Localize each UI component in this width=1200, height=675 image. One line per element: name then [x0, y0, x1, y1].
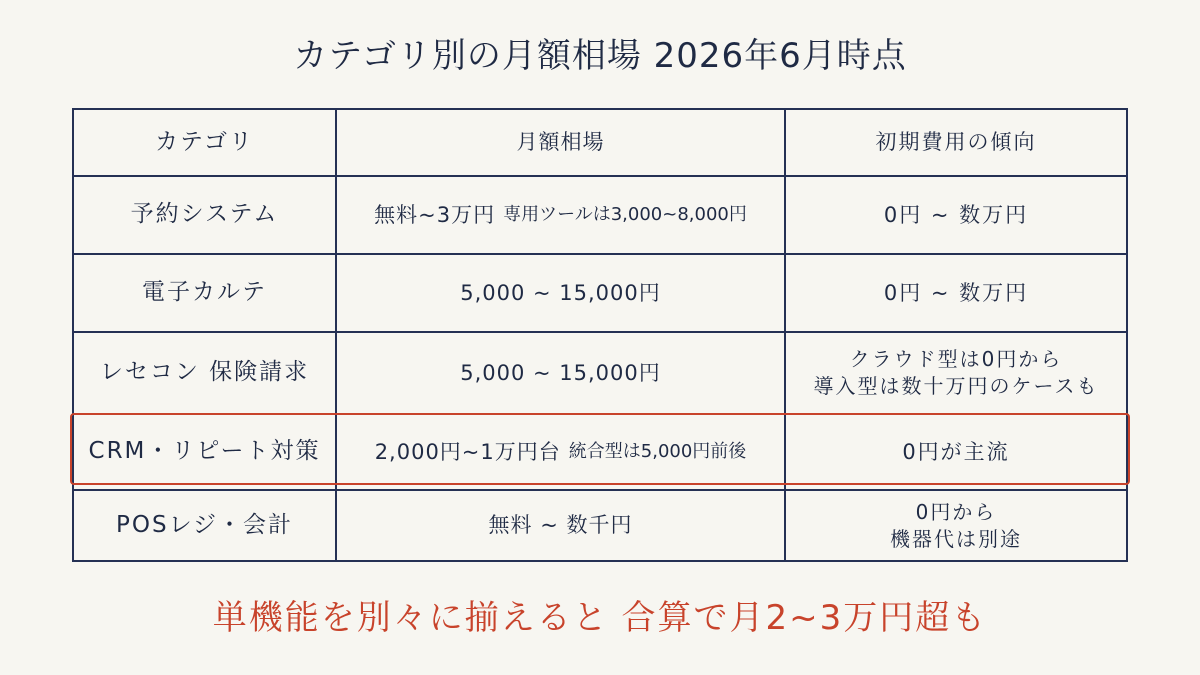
row-initial: 0円 ~ 数万円: [883, 280, 1029, 305]
table-row: [74, 491, 1126, 560]
table-header-row: [74, 110, 1126, 177]
row-monthly: 5,000 ~ 15,000円: [337, 333, 786, 413]
row-category: レセコン 保険請求: [74, 333, 337, 413]
row-category: 電子カルテ: [74, 255, 337, 331]
row-category: CRM・リピート対策: [74, 415, 337, 489]
row-category: 予約システム: [74, 177, 337, 253]
price-table: [72, 108, 1128, 562]
row-initial: [786, 491, 1126, 560]
footer-note: 単機能を別々に揃えると 合算で月2~3万円超も: [212, 598, 988, 638]
initial-line: クラウド型は0円から: [849, 347, 1063, 371]
monthly-value: 無料~3万円: [374, 202, 496, 227]
initial-line: 機器代は別途: [890, 526, 1022, 551]
header-category: カテゴリ: [74, 110, 337, 175]
table-row: [74, 255, 1126, 333]
row-monthly: [337, 177, 786, 253]
row-initial: 0円 ~ 数万円: [883, 202, 1029, 227]
initial-line: 導入型は数十万円のケースも: [813, 374, 1099, 398]
row-category: POSレジ・会計: [74, 491, 337, 560]
row-initial: [786, 333, 1126, 413]
page-title: カテゴリ別の月額相場 2026年6月時点: [293, 36, 907, 76]
row-monthly: [337, 415, 786, 489]
row-monthly: 無料 ~ 数千円: [337, 491, 786, 560]
initial-line: 0円から: [915, 499, 997, 524]
monthly-value: 2,000円~1万円台: [374, 439, 561, 464]
row-initial: 0円が主流: [902, 439, 1010, 464]
table-row-highlighted: [74, 415, 1126, 491]
row-monthly: 5,000 ~ 15,000円: [337, 255, 786, 331]
header-initial: 初期費用の傾向: [875, 130, 1037, 155]
header-monthly: 月額相場: [337, 110, 786, 175]
table-row: [74, 177, 1126, 255]
monthly-note: 統合型は5,000円前後: [568, 440, 747, 462]
table-row: [74, 333, 1126, 415]
monthly-note: 専用ツールは3,000~8,000円: [503, 203, 747, 225]
